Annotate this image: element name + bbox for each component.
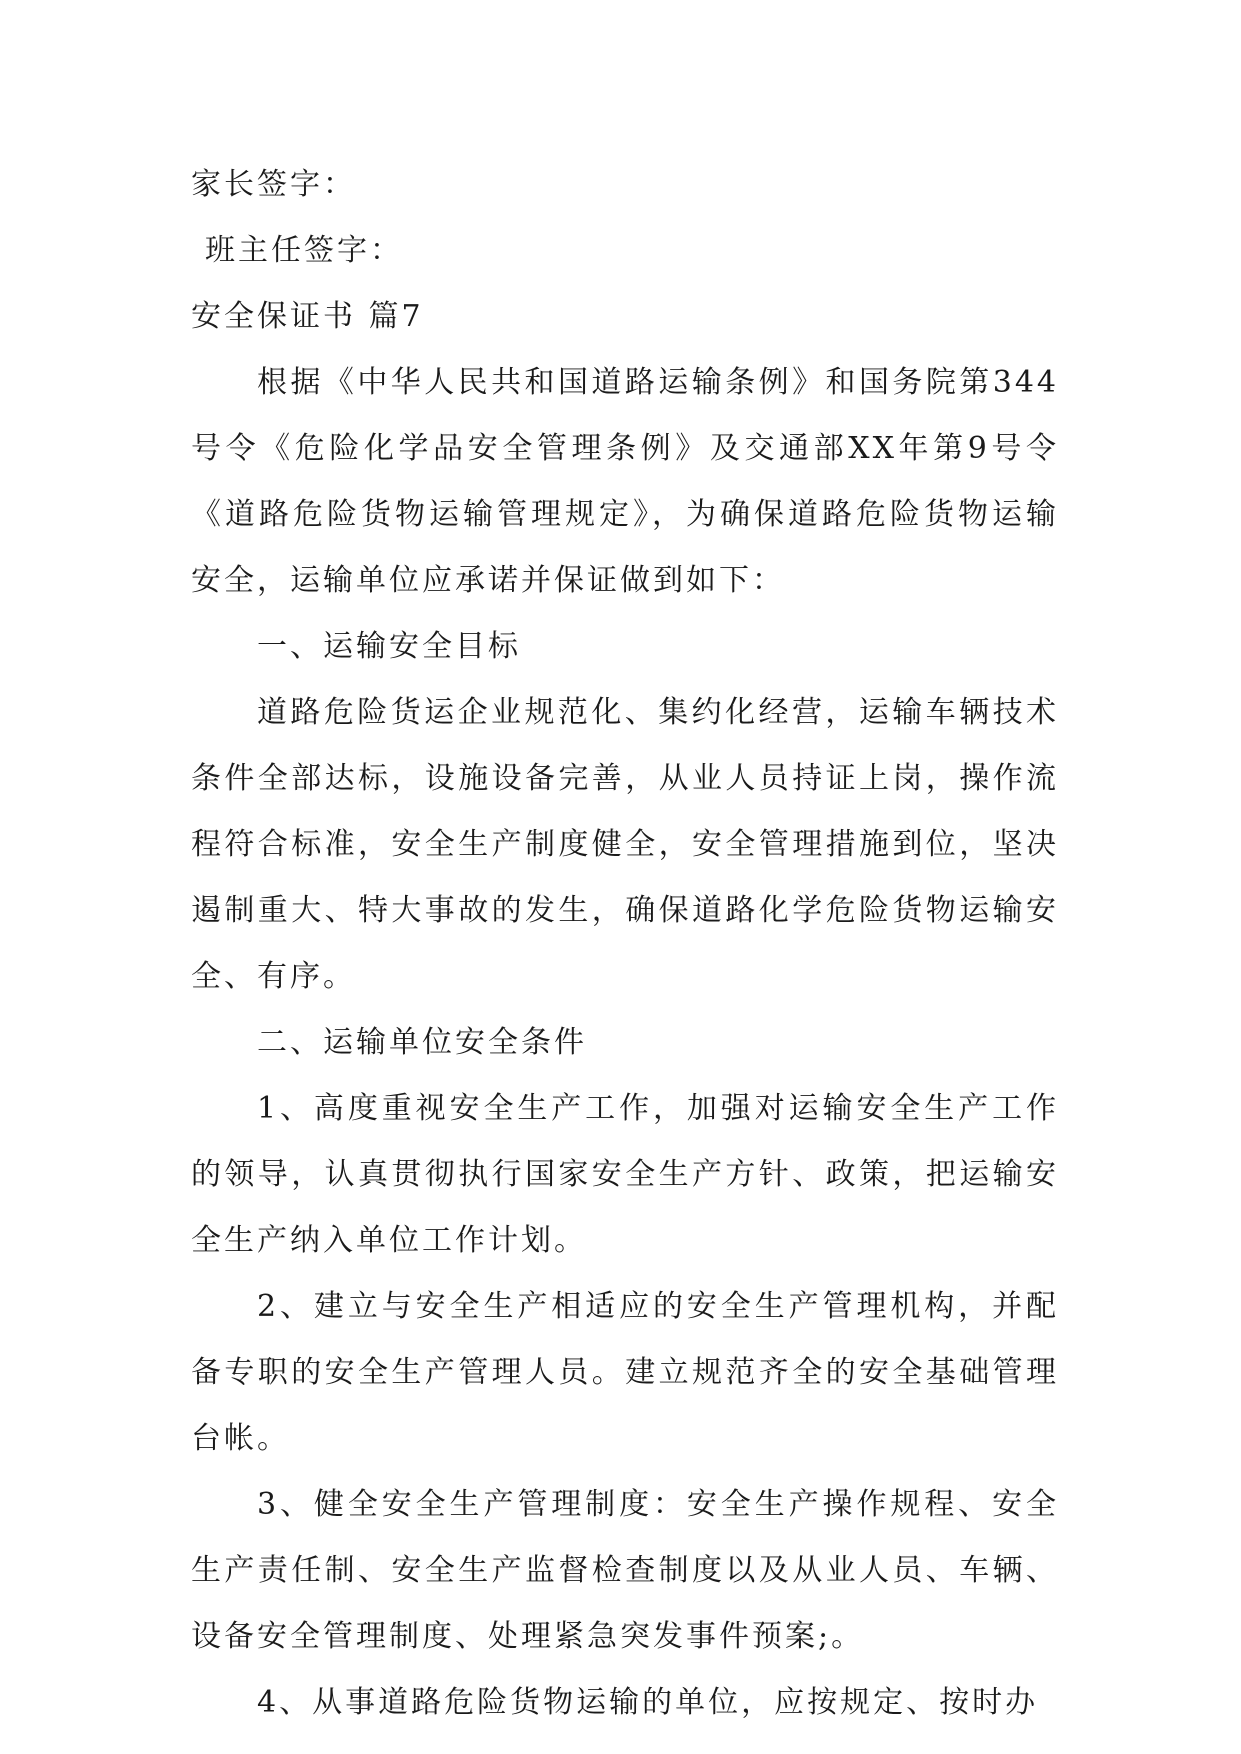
paragraph-item-3: 3、健全安全生产管理制度：安全生产操作规程、安全生产责任制、安全生产监督检查制度以及从业人员、车辆、设备安全管理制度、处理紧急突发事件预案;。 bbox=[191, 1487, 1059, 1654]
teacher-signature-label: 班主任签字： bbox=[205, 233, 403, 268]
parent-signature-label: 家长签字： bbox=[191, 167, 356, 202]
heading-unit-safety-conditions: 二、运输单位安全条件 bbox=[257, 1025, 587, 1060]
section-title: 安全保证书 篇7 bbox=[191, 299, 424, 334]
paragraph-item-2: 2、建立与安全生产相适应的安全生产管理机构，并配备专职的安全生产管理人员。建立规范齐全的安全基础管理台帐。 bbox=[191, 1289, 1059, 1456]
paragraph-intro: 根据《中华人民共和国道路运输条例》和国务院第344号令《危险化学品安全管理条例》及交通部XX年第9号令《道路危险货物运输管理规定》，为确保道路危险货物运输安全，运输单位应承诺并保证做到如下： bbox=[191, 365, 1059, 598]
heading-transport-safety-goal: 一、运输安全目标 bbox=[257, 629, 521, 664]
document-body bbox=[191, 152, 1071, 1736]
paragraph-item-1: 1、高度重视安全生产工作，加强对运输安全生产工作的领导，认真贯彻执行国家安全生产方针、政策，把运输安全生产纳入单位工作计划。 bbox=[191, 1091, 1059, 1258]
paragraph-item-4: 4、从事道路危险货物运输的单位，应按规定、按时办 bbox=[257, 1685, 1039, 1720]
paragraph-safety-goal: 道路危险货运企业规范化、集约化经营，运输车辆技术条件全部达标，设施设备完善，从业人员持证上岗，操作流程符合标准，安全生产制度健全，安全管理措施到位，坚决遏制重大、特大事故的发生，确保道路化学危险货物运输安全、有序。 bbox=[191, 695, 1059, 994]
